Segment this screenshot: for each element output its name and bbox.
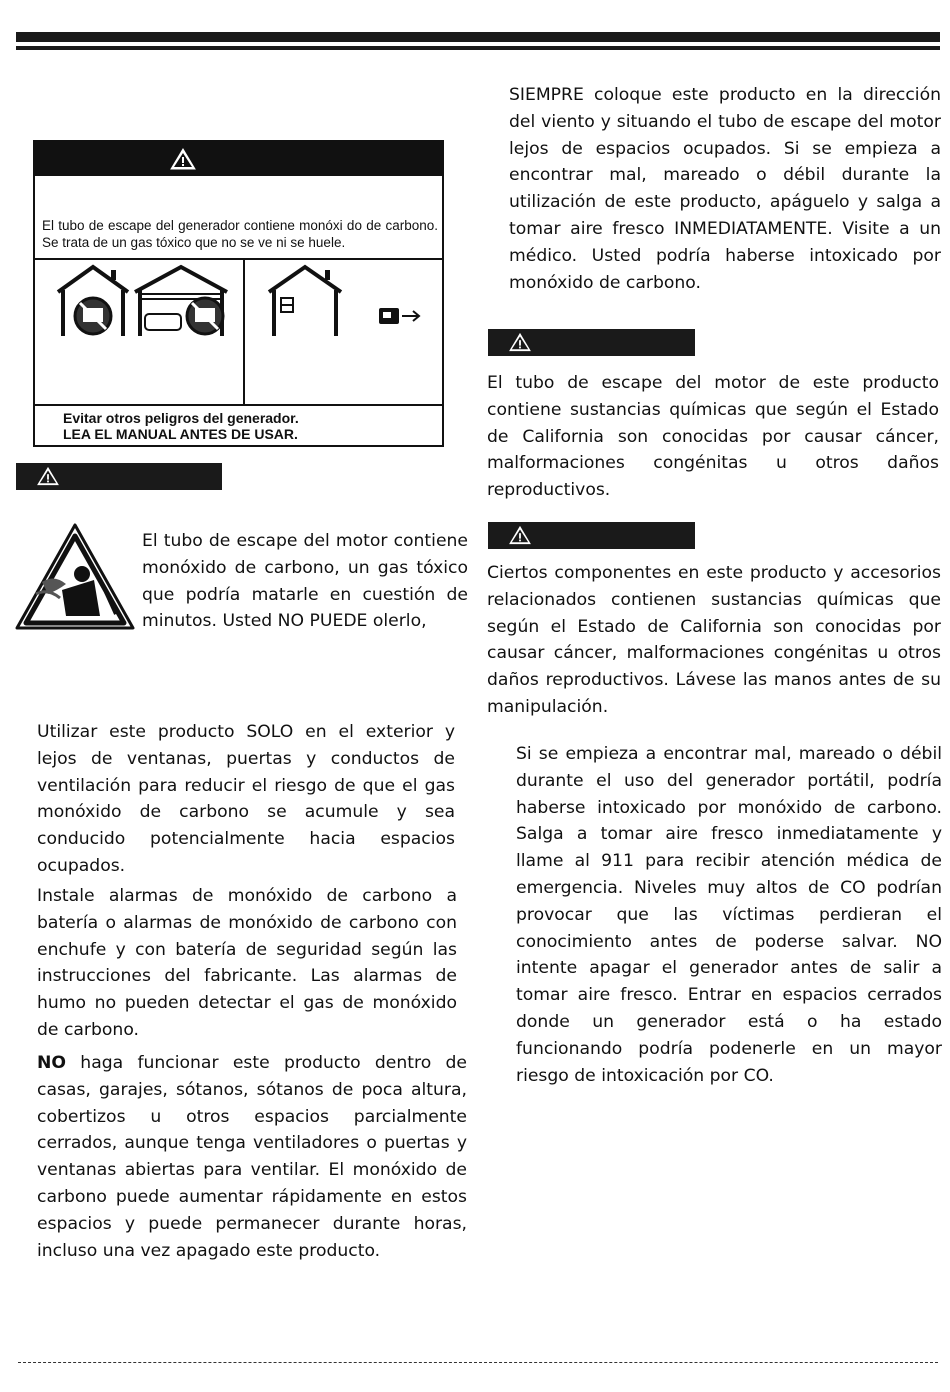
footer-dashed-rule [18, 1362, 938, 1363]
header-rule-thin [16, 46, 940, 50]
label-footer-line: LEA EL MANUAL ANTES DE USAR. [63, 426, 298, 442]
emphasis-no: NO [37, 1053, 66, 1073]
label-footer-line: Evitar otros peligros del generador. [63, 410, 299, 426]
no-indoor-text: haga funcionar este producto dentro de casas, garajes, sótanos, sótanos de poca altura, cobertizos u otros espacios parcialmente cerrados, aunque tenga ventiladores o puertas y ventanas abiertas para ventilar. El monóxido de carbono puede aumentar rápidamente en estos espacios y puede permanecer durante horas, incluso una vez apagado este producto. [37, 1053, 467, 1261]
header-rule [16, 32, 940, 42]
signal-word-bar [488, 329, 695, 356]
signal-word-bar [16, 463, 222, 490]
carbon-monoxide-hazard-icon [14, 522, 136, 632]
downwind-paragraph: SIEMPRE coloque este producto en la dirección del viento y situando el tubo de escape del motor lejos de espacios ocupados. Si se empieza a encontrar mal, mareado o débil durante la utilización de este producto, apáguelo y salga a tomar aire fresco INMEDIATAMENTE. Visite a un médico. Usted podría haberse intoxicado por monóxido de carbono. [509, 85, 941, 293]
outdoor-use-paragraph: Utilizar este producto SOLO en el exterior y lejos de ventanas, puertas y conductos de ventilación para reducir el riesgo de que el gas monóxido de carbono se acumule y sea conducido potencialmente hacia espacios ocupados. [37, 722, 455, 876]
warning-triangle-icon [508, 332, 532, 352]
co-warning-text: El tubo de escape del motor contiene monóxido de carbono, un gas tóxico que podría matarle en cuestión de minutos. Usted NO PUEDE olerlo, [142, 531, 468, 632]
generator-warning-label [33, 140, 444, 447]
label-divider [35, 258, 442, 260]
warning-triangle-icon [508, 525, 532, 545]
prop65-exhaust-paragraph: El tubo de escape del motor de este producto contiene sustancias químicas que según el Estado de California son conocidas por causar cáncer, malformaciones congénitas u otros daños reproductivos. [487, 373, 939, 501]
co-alarm-paragraph: Instale alarmas de monóxido de carbono a batería o alarmas de monóxido de carbono con enchufe y con batería de seguridad según las instrucciones del fabricante. Las alarmas de humo no pueden detectar el gas de monóxido de carbono. [37, 886, 457, 1040]
warning-triangle-icon [170, 148, 196, 170]
outdoor-use-pictogram [267, 264, 437, 339]
label-divider [35, 404, 442, 406]
label-divider-vertical [243, 258, 245, 404]
no-indoor-use-pictogram [53, 264, 238, 339]
signal-word-bar [488, 522, 695, 549]
label-text: El tubo de escape del generador contiene monóxi do de carbono. Se trata de un gas tóxico que no se ve ni se huele. [42, 218, 438, 250]
no-indoor-paragraph [37, 1050, 467, 1264]
prop65-components-paragraph: Ciertos componentes en este producto y accesorios relacionados contienen sustancias químicas que según el Estado de California son conocidas por causar cáncer, malformaciones congénitas u otros daños reproductivos. Lávese las manos antes de su manipulación. [487, 563, 941, 717]
co-symptoms-paragraph: Si se empieza a encontrar mal, mareado o débil durante el uso del generador portátil, podría haberse intoxicado por monóxido de carbono. Salga a tomar aire fresco inmediatamente y llame al 911 para recibir atención médica de emergencia. Niveles muy altos de CO podrían provocar que las víctimas perdieran el conocimiento antes de poderse salvar. NO intente apagar el generador antes de salir a tomar aire fresco. Entrar en espacios cerrados donde un generador está o ha estado funcionando podría podenerle en un mayor riesgo de intoxicación por CO. [516, 744, 942, 1086]
label-header-bar [35, 142, 442, 176]
warning-triangle-icon [36, 466, 60, 486]
label-footer [63, 410, 299, 442]
